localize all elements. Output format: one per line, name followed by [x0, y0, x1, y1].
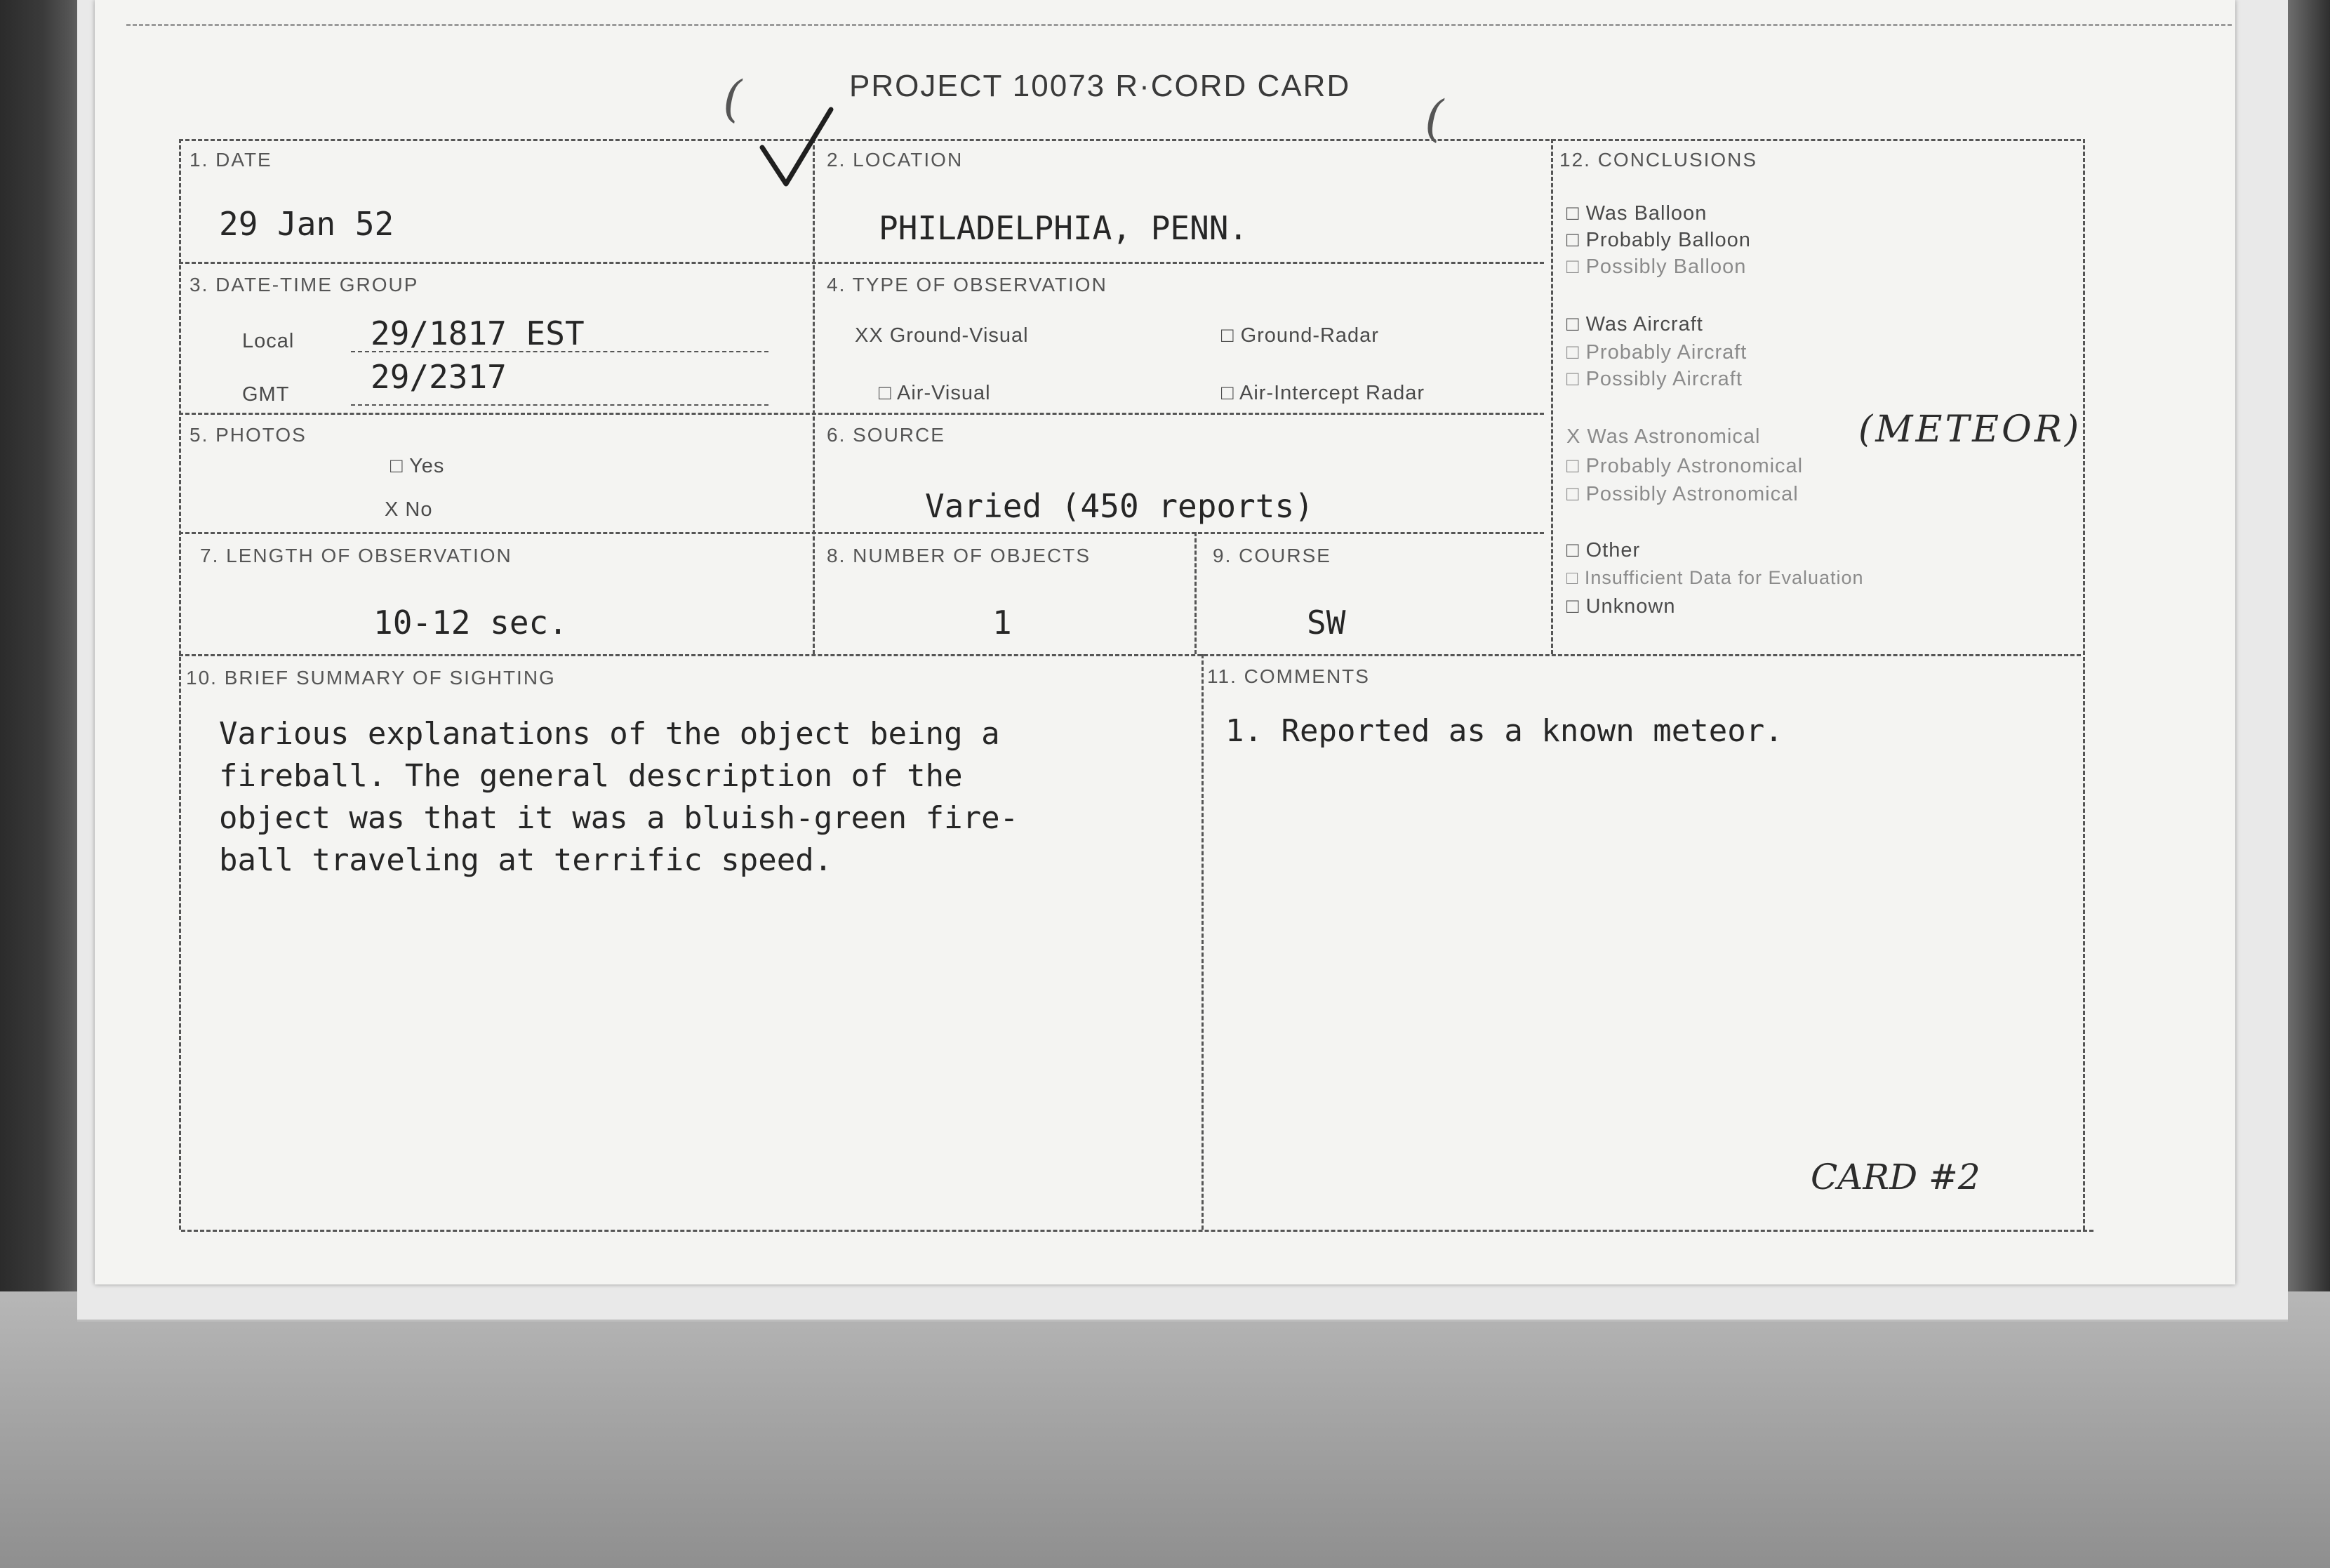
source-value: Varied (450 reports): [925, 487, 1314, 525]
option-mark: X: [1566, 425, 1581, 448]
observation-type-label: 4. TYPE OF OBSERVATION: [827, 274, 1107, 295]
grid-line-top: [179, 139, 2081, 141]
option-ground-visual: [855, 324, 1029, 347]
option-label: Other: [1585, 539, 1641, 562]
option-mark: X: [385, 498, 399, 521]
conclusion-was-balloon: [1566, 202, 1707, 225]
handwritten-card-number: CARD #2: [1811, 1157, 1980, 1197]
location-label: 2. LOCATION: [827, 149, 964, 171]
grid-line-left: [179, 139, 181, 1230]
grid-line-row2: [179, 413, 1544, 415]
option-air-visual: [879, 382, 991, 405]
conclusion-probably-aircraft: [1566, 341, 1747, 364]
grid-line-right: [2083, 139, 2085, 1230]
option-label: Probably Astronomical: [1585, 455, 1804, 477]
local-time-underline: [351, 351, 768, 352]
option-label: No: [405, 498, 433, 521]
option-mark: □: [1566, 455, 1580, 477]
option-mark: □: [1566, 229, 1580, 251]
option-label: Possibly Balloon: [1585, 255, 1747, 278]
location-value: PHILADELPHIA, PENN.: [879, 209, 1249, 247]
course-label: 9. COURSE: [1213, 545, 1331, 566]
summary-line: object was that it was a bluish-green fire-: [219, 800, 1019, 836]
date-time-group-label: 3. DATE-TIME GROUP: [189, 274, 419, 295]
option-mark: □: [1221, 382, 1234, 404]
conclusion-other: [1566, 539, 1640, 562]
option-mark: □: [1566, 202, 1580, 225]
summary-line: ball traveling at terrific speed.: [219, 842, 833, 878]
photos-label: 5. PHOTOS: [189, 424, 307, 446]
option-label: Ground-Radar: [1240, 324, 1379, 347]
local-time-value: 29/1817 EST: [371, 314, 585, 352]
option-label: Possibly Aircraft: [1585, 368, 1743, 390]
length-label: 7. LENGTH OF OBSERVATION: [200, 545, 512, 566]
local-label: Local: [242, 330, 295, 352]
course-value: SW: [1307, 604, 1346, 642]
option-air-intercept-radar: [1221, 382, 1425, 405]
summary-line: Various explanations of the object being a: [219, 716, 1000, 752]
number-of-objects-label: 8. NUMBER OF OBJECTS: [827, 545, 1091, 566]
punch-mark-left: (: [723, 70, 743, 128]
grid-line-row1: [179, 262, 1544, 264]
option-mark: □: [1221, 324, 1234, 347]
option-mark: □: [1566, 595, 1580, 618]
check-mark-icon: [758, 105, 835, 190]
grid-line-col8: [1194, 532, 1197, 654]
option-label: Probably Balloon: [1585, 229, 1751, 251]
option-mark: □: [1566, 567, 1579, 588]
option-label: Air-Visual: [897, 382, 991, 404]
handwritten-meteor-note: (METEOR): [1858, 408, 2082, 451]
backing-paper: [0, 1291, 2330, 1568]
gmt-time-value: 29/2317: [371, 358, 507, 396]
record-card: [95, 0, 2235, 1284]
punch-mark-right: (: [1425, 90, 1444, 147]
option-label: Unknown: [1585, 595, 1676, 618]
card-top-edge: [126, 24, 2232, 26]
option-label: Insufficient Data for Evaluation: [1584, 567, 1864, 588]
option-mark: □: [1566, 368, 1580, 390]
length-value: 10-12 sec.: [373, 604, 568, 642]
option-mark: □: [1566, 313, 1580, 335]
grid-line-row3: [179, 532, 1544, 534]
photos-option-yes: [390, 455, 444, 478]
option-label: Possibly Astronomical: [1585, 483, 1799, 505]
option-mark: XX: [855, 324, 884, 347]
date-value: 29 Jan 52: [219, 205, 394, 243]
grid-line-col-summary: [1201, 654, 1204, 1230]
grid-line-row4: [179, 654, 2081, 656]
source-label: 6. SOURCE: [827, 424, 945, 446]
option-mark: □: [1566, 483, 1580, 505]
conclusion-possibly-aircraft: [1566, 368, 1743, 391]
conclusion-possibly-balloon: [1566, 255, 1746, 279]
conclusion-probably-astronomical: [1566, 455, 1803, 478]
photos-option-no: [385, 498, 432, 521]
grid-line-col1: [813, 139, 815, 654]
option-mark: □: [1566, 539, 1580, 562]
summary-line: fireball. The general description of the: [219, 758, 963, 794]
gmt-time-underline: [351, 404, 768, 406]
option-label: Probably Aircraft: [1585, 341, 1748, 364]
option-label: Ground-Visual: [889, 324, 1029, 347]
number-of-objects-value: 1: [992, 604, 1012, 642]
gmt-label: GMT: [242, 383, 290, 406]
option-label: Was Aircraft: [1585, 313, 1703, 335]
option-mark: □: [390, 455, 404, 477]
summary-text: [219, 713, 1018, 882]
option-label: Air-Intercept Radar: [1239, 382, 1425, 404]
summary-label: 10. BRIEF SUMMARY OF SIGHTING: [186, 667, 556, 689]
option-ground-radar: [1221, 324, 1379, 347]
date-label: 1. DATE: [189, 149, 272, 171]
option-mark: □: [879, 382, 892, 404]
option-label: Was Balloon: [1585, 202, 1707, 225]
conclusions-label: 12. CONCLUSIONS: [1559, 149, 1758, 171]
conclusion-was-aircraft: [1566, 313, 1703, 336]
option-label: Yes: [409, 455, 445, 477]
grid-line-col12: [1551, 139, 1553, 654]
comments-label: 11. COMMENTS: [1207, 665, 1370, 687]
grid-line-bottom: [181, 1230, 2093, 1232]
option-mark: □: [1566, 341, 1580, 364]
conclusion-probably-balloon: [1566, 229, 1751, 252]
conclusion-possibly-astronomical: [1566, 483, 1799, 506]
option-mark: □: [1566, 255, 1580, 278]
conclusion-insufficient-data: [1566, 567, 1864, 589]
conclusion-unknown: [1566, 595, 1676, 618]
option-label: Was Astronomical: [1587, 425, 1761, 448]
comments-text: 1. Reported as a known meteor.: [1225, 713, 1783, 749]
conclusion-was-astronomical: [1566, 425, 1760, 449]
card-title: PROJECT 10073 R·CORD CARD: [849, 69, 1351, 103]
